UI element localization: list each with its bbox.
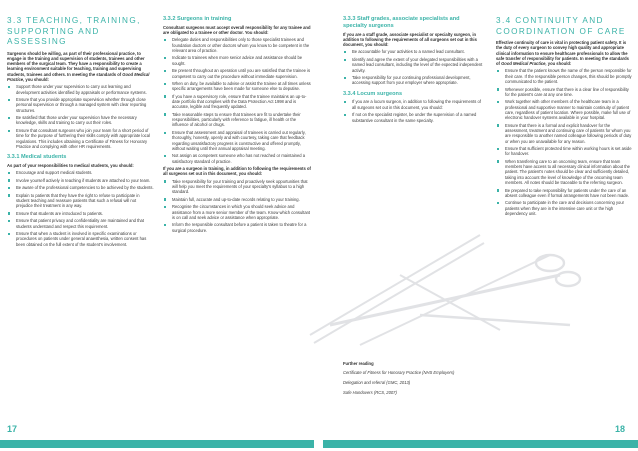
page-number-right: 18	[615, 424, 626, 434]
section-surgeons-in-training	[163, 16, 313, 235]
subsection-title: 3.3.2 Surgeons in training	[163, 16, 232, 22]
list-item: Take reasonable steps to ensure that trainees are fit to undertake their responsibilities, particularly with reference to fatigue, ill health or the influence of alcohol or drugs.	[163, 112, 313, 128]
list-item: Recognise the circumstances in which you should seek advice and assistance from a more senior member of the team. Know which consultant is on call and seek advice or assistance when appropriate.	[163, 204, 313, 220]
list-item: Ensure that students are introduced to patients.	[7, 211, 154, 216]
subsection-intro: As part of your responsibilities to medical students, you should:	[7, 162, 134, 168]
section-intro: Effective continuity of care is vital in protecting patient safety. It is the duty of every surgeon to convey high quality and appropriate clinical information to ensure healthcare professionals to allow the safe transfer of responsibility for patients. In meeting the standards of Good Medical Practice, you should:	[496, 40, 629, 67]
list-item: Maintain full, accurate and up-to-date records relating to your training.	[163, 197, 313, 202]
subsection-title: 3.3.1 Medical students	[7, 154, 67, 161]
further-reading	[343, 361, 503, 400]
further-reading-item: Safe Handovers (RCS, 2007)	[343, 390, 397, 396]
list-item: Ensure that there is a formal and explicit handover for the assessment, treatment and continuing care of patients for whom you are responsible to another named colleague following periods of duty or when you are unavailable for any reason.	[496, 123, 633, 144]
subsection-title: 3.3.4 Locum surgeons	[343, 90, 403, 97]
list-item: Delegate duties and responsibilities only to those specialist trainees and foundation doctors or other doctors whom you know to be competent in the relevant area of practice.	[163, 37, 313, 53]
section-continuity-of-care	[496, 16, 633, 218]
list-item: Be accountable for your activities to a named lead consultant.	[343, 49, 483, 54]
list-item: Explain to patients that they have the right to refuse to participate in student teaching and reassure patients that such a refusal will not prejudice their treatment in any way.	[7, 193, 154, 209]
section-title: 3.3 TEACHING, TRAINING, SUPPORTING AND ASSESSING	[7, 16, 141, 46]
list-item: Take responsibility for your training and proactively seek opportunities that will help you meet the requirements of your specialty's syllabus to a high standard.	[163, 179, 313, 195]
bullet-list	[343, 99, 483, 122]
list-item: Involve yourself actively in teaching if students are attached to your team.	[7, 178, 154, 183]
list-item: Ensure that sufficient protected time within working hours is set aside for handover.	[496, 146, 633, 157]
surgical-instruments-icon	[300, 215, 590, 355]
list-item: Ensure that assessment and appraisal of trainees is carried out regularly, thoroughly, honestly, openly and with courtesy, taking care that feedback regarding unsatisfactory progress is constructive and offered promptly, without waiting until their annual appraisal meeting.	[163, 130, 313, 151]
footer-bar-right	[323, 440, 638, 448]
section-intro: Surgeons should be willing, as part of their professional practice, to engage in the training and supervision of students, trainees and other members of the surgical team. They have a responsibility to create a learning environment suitable for teaching, training and supervising students, trainees and others. In meeting the standards of Good Medical Practice, you should:	[7, 50, 150, 82]
bullet-list	[163, 37, 313, 164]
list-item: Ensure that you provide appropriate supervision whether through close personal supervision or through a managed system with clear reporting structures.	[7, 97, 154, 113]
list-item: Be aware of the professional competencies to be achieved by the students.	[7, 185, 154, 190]
subsection-title: 3.3.3 Staff grades, associate specialists and specialty surgeons	[343, 16, 460, 29]
list-item: Identify and agree the extent of your delegated responsibilities with a named lead consultant, including the level of the expected independent activity.	[343, 57, 483, 73]
bullet-list	[343, 49, 483, 85]
subsection-intro: Consultant surgeons must accept overall responsibility for any trainee and are obligated to a trainee or other doctor. You should:	[163, 24, 311, 36]
further-reading-heading: Further reading	[343, 361, 374, 366]
list-item: Ensure that the patient knows the name of the person responsible for their care. If the responsible person changes, this should be promptly communicated to the patient.	[496, 68, 633, 84]
subsection-intro: If you are a surgeon in training, in addition to following the requirements of all surgeons set out in this document, you should:	[163, 166, 311, 177]
list-item: Take responsibility for your continuing professional development, accessing support from your employer where appropriate.	[343, 75, 483, 86]
section-staff-grades	[343, 16, 483, 125]
list-item: Work together with other members of the healthcare team in a professional and supportive manner to maintain continuity of patient care, regardless of patient location. Where possible, make full use of electronic handover systems available in your hospital.	[496, 99, 633, 120]
footer-bar-left	[0, 440, 314, 448]
further-reading-item: Delegation and referral (GMC, 2013)	[343, 380, 411, 386]
bullet-list	[496, 68, 633, 216]
bullet-list	[7, 170, 154, 247]
list-item: If you have a supervisory role, ensure that the trainee maintains an up-to-date portfolio that complies with the Data Protection Act 1998 and is accurate, legible and frequently updated.	[163, 94, 313, 110]
section-title: 3.4 CONTINUITY AND COORDINATION OF CARE	[496, 16, 626, 36]
list-item: Be prepared to take responsibility for patients under the care of an absent colleague even if formal arrangements have not been made.	[496, 188, 633, 199]
list-item: Continue to participate in the care and decisions concerning your patients when they are in the intensive care unit or the high dependency unit.	[496, 200, 633, 216]
page-number-left: 17	[7, 424, 18, 434]
list-item: When transferring care to an oncoming team, ensure that team members have access to all necessary clinical information about the patient. The patient's notes should be clear and sufficiently detailed, taking into account the level of knowledge of the oncoming team members. All notes should be traceable to the referring surgeon.	[496, 159, 633, 185]
list-item: When on duty, be available to advise or assist the trainee at all times unless specific arrangements have been made for someone else to deputise.	[163, 81, 313, 92]
list-item: If you are a locum surgeon, in addition to following the requirements of all surgeons set out in this document, you should:	[343, 99, 483, 110]
further-reading-item: Certificate of Fitness for Honorary Practice (NHS Employers)	[343, 370, 455, 376]
list-item: If not on the specialist register, be under the supervision of a named substantive consultant in the same specialty.	[343, 112, 483, 123]
section-teaching-training	[7, 16, 154, 249]
list-item: Whenever possible, ensure that there is a clear line of responsibility for the patient's care at any one time.	[496, 87, 633, 98]
list-item: Ensure that patient privacy and confidentiality are maintained and that students understand and respect this requirement.	[7, 218, 154, 229]
list-item: Support those under your supervision to carry out learning and development activities identified by appraisals or performance systems.	[7, 84, 154, 95]
bullet-list	[163, 179, 313, 233]
list-item: Not assign as competent someone who has not reached or maintained a satisfactory standard of practice.	[163, 153, 313, 164]
list-item: Be satisfied that those under your supervision have the necessary knowledge, skills and training to carry out their roles.	[7, 115, 154, 126]
list-item: Indicate to trainees when more senior advice and assistance should be sought.	[163, 55, 313, 66]
list-item: Be present throughout an operation until you are satisfied that the trainee is competent to carry out the procedure without immediate supervision.	[163, 68, 313, 79]
list-item: Ensure that consultant surgeons who join your team for a short period of time for the purpose of furthering their skills comply with appropriate local regulations. This includes obtaining a Certificate of Fitness for Honorary Practice and complying with other HR requirements.	[7, 128, 154, 149]
list-item: Encourage and support medical students.	[7, 170, 154, 175]
bullet-list	[7, 84, 154, 149]
subsection-intro: If you are a staff grade, associate specialist or specialty surgeon, in addition to following the requirements of all surgeons set out in this document, you should:	[343, 31, 477, 48]
list-item: Ensure that when a student is involved in specific examinations or procedures on patients under general anaesthesia, written consent has been obtained on the full extent of the student's involvement.	[7, 231, 154, 247]
list-item: Inform the responsible consultant before a patient is taken to theatre for a surgical procedure.	[163, 222, 313, 233]
